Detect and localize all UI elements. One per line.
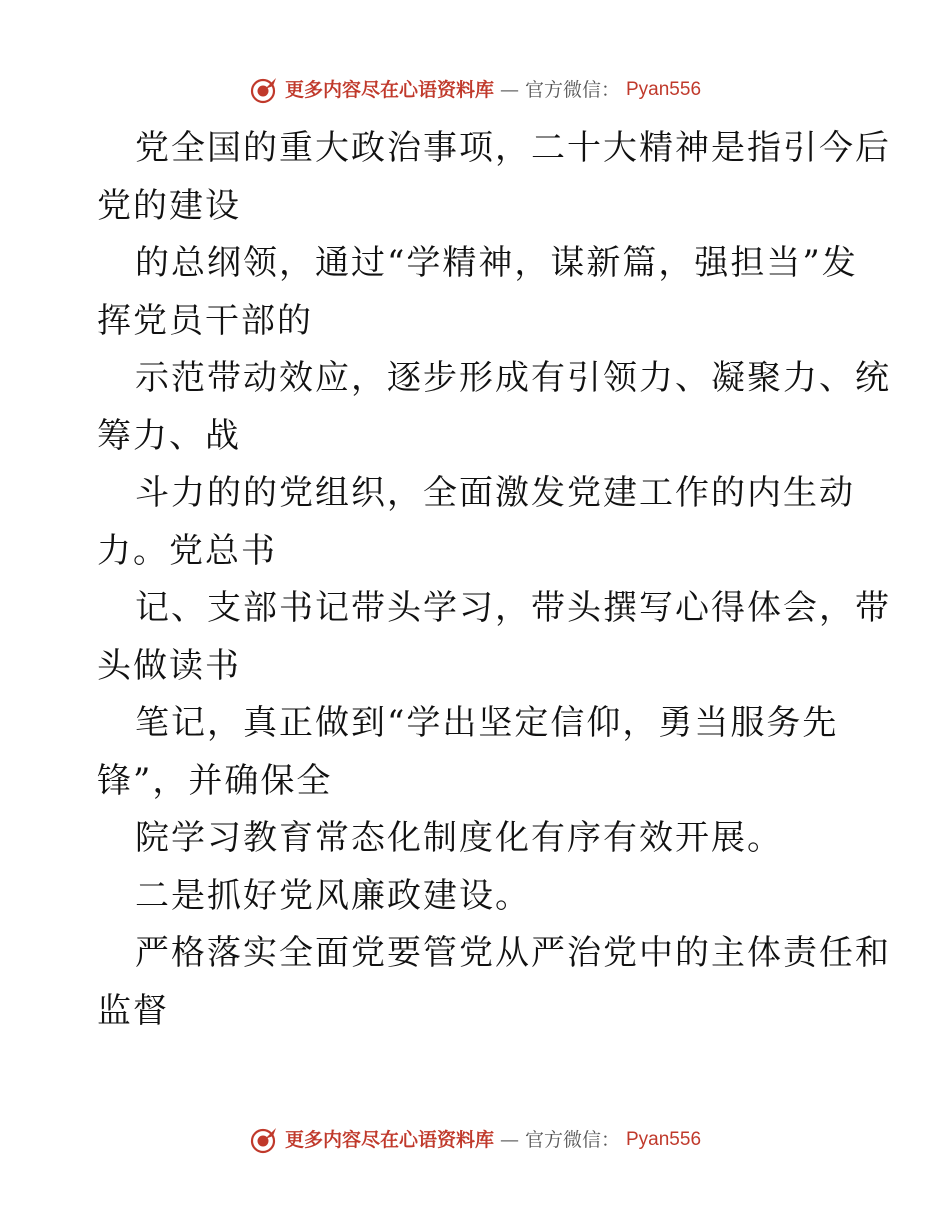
body-line: 笔记，真正做到“学出坚定信仰，勇当服务先 [135,703,839,743]
body-line: 记、支部书记带头学习，带头撰写心得体会，带 [135,588,891,628]
body-line: 党全国的重大政治事项，二十大精神是指引今后 [135,128,891,168]
body-line: 院学习教育常态化制度化有序有效开展。 [135,818,783,858]
body-line: 监督 [97,990,169,1031]
header-wechat-label: 官方微信： [524,79,620,101]
body-line: 挥党员干部的 [97,300,313,341]
footer-wechat-label: 官方微信： [524,1129,620,1151]
quill-logo-icon [249,75,279,105]
body-line: 党的建设 [97,185,241,226]
document-body [97,120,891,1040]
footer-brand-text: 更多内容尽在心语资料库 [284,1129,494,1151]
footer-watermark-banner [0,1125,950,1155]
footer-separator: — [499,1129,519,1151]
quill-logo-icon [249,1125,279,1155]
body-line: 锋”，并确保全 [97,760,333,801]
body-line: 严格落实全面党要管党从严治党中的主体责任和 [135,933,891,973]
body-line: 头做读书 [97,645,241,686]
body-line: 的总纲领，通过“学精神，谋新篇，强担当”发 [135,243,858,283]
header-brand-text: 更多内容尽在心语资料库 [284,79,494,101]
header-watermark-banner [0,75,950,105]
body-line: 示范带动效应，逐步形成有引领力、凝聚力、统 [135,358,891,398]
footer-wechat-id: Pyan556 [626,1129,702,1150]
body-line: 二是抓好党风廉政建设。 [135,875,531,916]
header-wechat-id: Pyan556 [626,79,702,100]
body-line: 力。党总书 [97,530,277,571]
body-line: 筹力、战 [97,415,241,456]
body-line: 斗力的的党组织，全面激发党建工作的内生动 [135,473,855,513]
header-separator: — [499,79,519,101]
